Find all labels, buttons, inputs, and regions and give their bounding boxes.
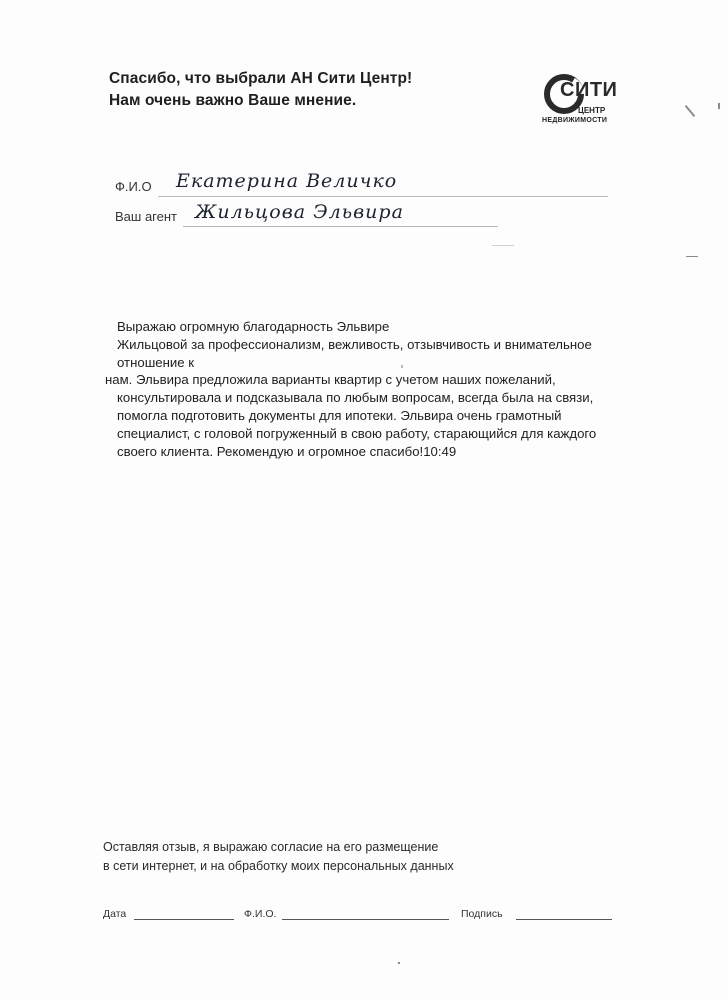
header-line-2: Нам очень важно Ваше мнение. bbox=[109, 92, 357, 109]
header-line-1: Спасибо, что выбрали АН Сити Центр! bbox=[109, 70, 413, 87]
agent-handwritten-value: Жильцова Эльвира bbox=[195, 201, 404, 223]
signature-label: Подпись bbox=[461, 908, 503, 920]
logo-sub-text-2: НЕДВИЖИМОСТИ bbox=[542, 117, 608, 124]
consent-line-2: в сети интернет, и на обработку моих персональных данных bbox=[103, 858, 454, 873]
scan-mark bbox=[401, 365, 403, 368]
date-line bbox=[134, 919, 234, 920]
consent-text bbox=[103, 838, 454, 875]
logo-sub-text-1: ЦЕНТР bbox=[578, 106, 606, 115]
date-label: Дата bbox=[103, 908, 127, 920]
review-line: помогла подготовить документы для ипотеки. Эльвира очень грамотный bbox=[117, 407, 562, 423]
logo-brand-text: СИТИ bbox=[560, 79, 618, 101]
consent-line-1: Оставляя отзыв, я выражаю согласие на его размещение bbox=[103, 840, 439, 854]
header bbox=[109, 68, 529, 112]
fio-handwritten-value: Екатерина Величко bbox=[176, 170, 398, 192]
review-line: своего клиента. Рекомендую и огромное спасибо!10:49 bbox=[117, 443, 457, 459]
review-line: отношение к bbox=[117, 354, 195, 370]
fio-line bbox=[158, 196, 608, 197]
scan-mark bbox=[492, 245, 514, 246]
scan-mark bbox=[718, 103, 720, 109]
scan-mark bbox=[398, 962, 400, 964]
signature-fio-label: Ф.И.О. bbox=[244, 908, 277, 920]
fio-label: Ф.И.О bbox=[115, 179, 152, 194]
agent-line bbox=[183, 226, 498, 227]
scan-mark bbox=[685, 105, 696, 117]
company-logo bbox=[540, 74, 640, 134]
scan-mark bbox=[686, 256, 698, 257]
agent-label: Ваш агент bbox=[115, 209, 177, 224]
review-line: специалист, с головой погруженный в свою работу, старающийся для каждого bbox=[117, 425, 597, 441]
review-text bbox=[105, 318, 645, 460]
review-line: нам. Эльвира предложила варианты квартир с учетом наших пожеланий, bbox=[105, 372, 556, 388]
review-line: консультировала и подсказывала по любым вопросам, всегда была на связи, bbox=[117, 390, 594, 406]
signature-fio-line bbox=[282, 919, 449, 920]
review-line: Жильцовой за профессионализм, вежливость, отзывчивость и внимательное bbox=[117, 336, 592, 352]
review-line: Выражаю огромную благодарность Эльвире bbox=[117, 319, 390, 334]
signature-line bbox=[516, 919, 612, 920]
